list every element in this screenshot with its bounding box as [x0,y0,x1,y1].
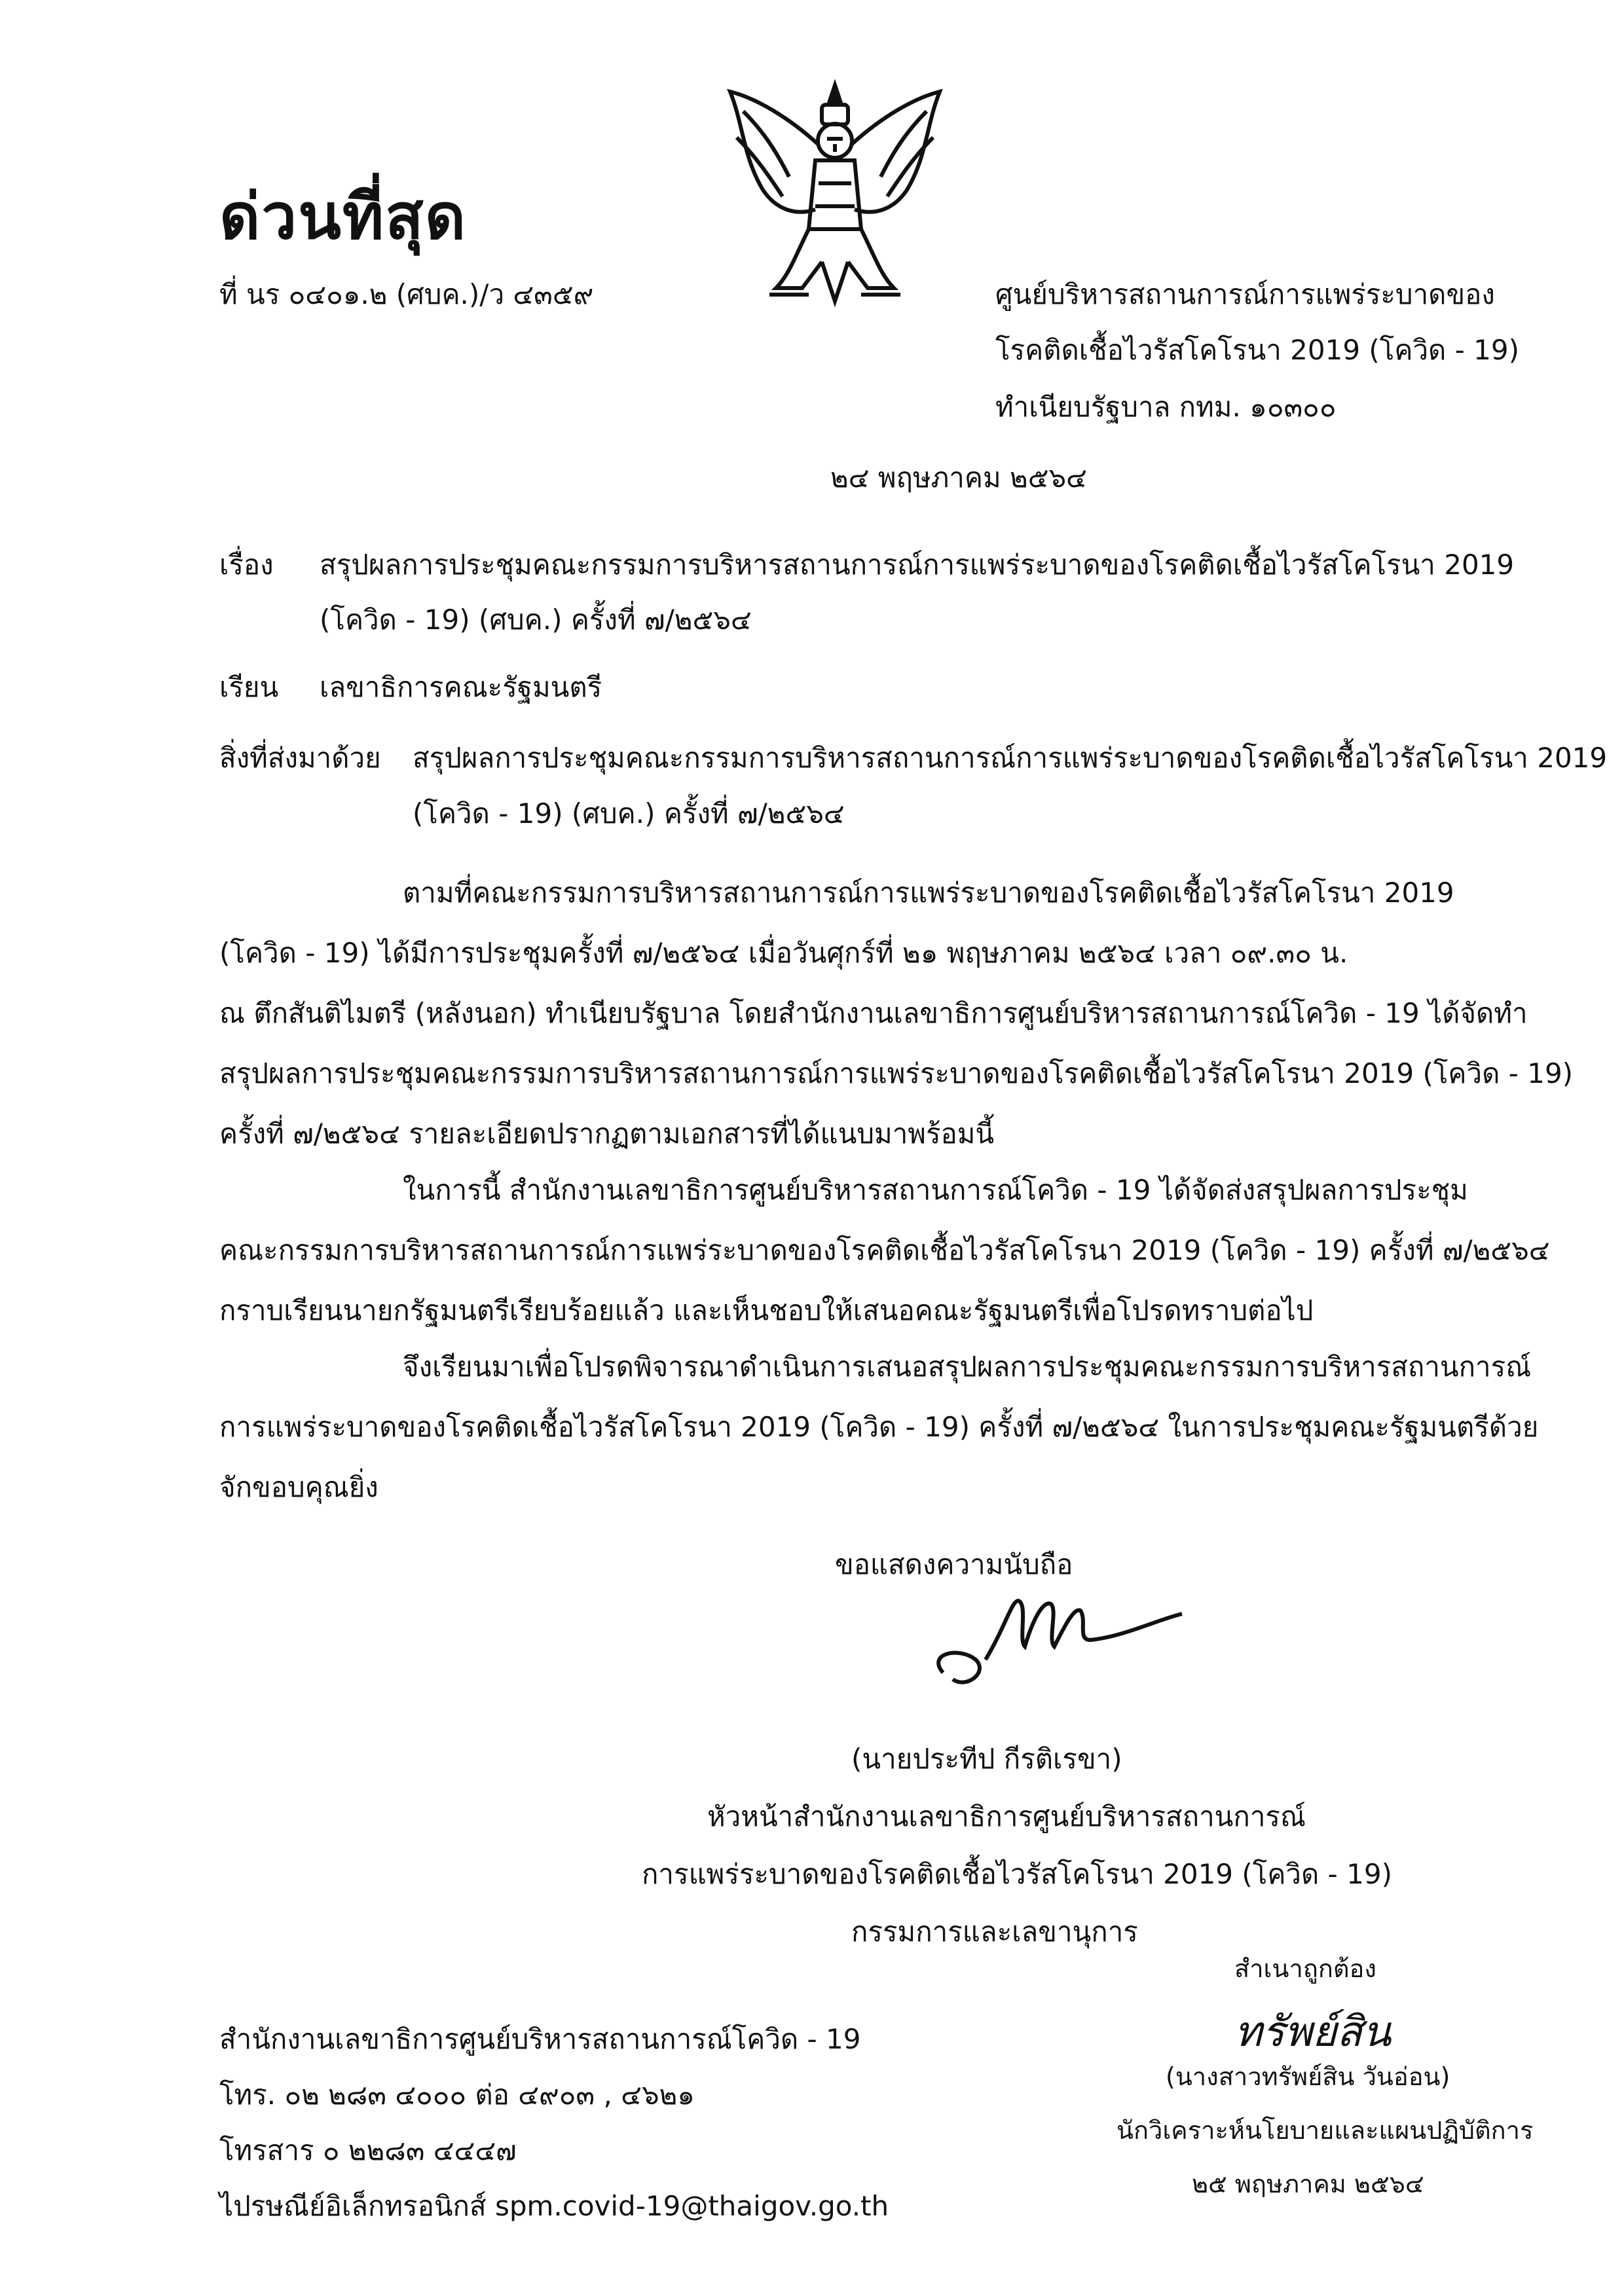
body-paragraph-1 [219,863,1573,1164]
sender-address-line1: ศูนย์บริหารสถานการณ์การแพร่ระบาดของ [995,278,1495,310]
footer-fax: โทรสาร ๐ ๒๒๘๓ ๔๔๔๗ [219,2134,517,2166]
signer-title-line2: การแพร่ระบาดของโรคติดเชื้อไวรัสโคโรนา 2019 (โควิด - 19) [642,1858,1392,1890]
addressee-value: เลขาธิการคณะรัฐมนตรี [320,671,602,703]
handwritten-signature-icon [1228,1997,1424,2069]
subject-line2: (โควิด - 19) (ศบค.) ครั้งที่ ๗/๒๕๖๔ [320,604,752,636]
signer-title-line1: หัวหน้าสำนักงานเลขาธิการศูนย์บริหารสถานการณ์ [707,1800,1306,1832]
signer-title-line3: กรรมการและเลขานุการ [851,1916,1138,1948]
body-paragraph-1-line: ครั้งที่ ๗/๒๕๖๔ รายละเอียดปรากฏตามเอกสารที่ได้แนบมาพร้อมนี้ [219,1118,995,1150]
sender-address-line2: โรคติดเชื้อไวรัสโคโรนา 2019 (โควิด - 19) [995,334,1519,366]
subject-label: เรื่อง [219,549,274,581]
signature-icon [913,1575,1189,1705]
handwritten-signature-text: ทรัพย์สิน [1234,2008,1392,2056]
body-paragraph-3-line: จึงเรียนมาเพื่อโปรดพิจารณาดำเนินการเสนอสรุปผลการประชุมคณะกรรมการบริหารสถานการณ์ [403,1351,1532,1383]
reference-number: ที่ นร ๐๔๐๑.๒ (ศบค.)/ว ๔๓๕๙ [219,278,594,310]
body-paragraph-3-line: การแพร่ระบาดของโรคติดเชื้อไวรัสโคโรนา 2019 (โควิด - 19) ครั้งที่ ๗/๒๕๖๔ ในการประชุมคณะรัฐมนตรีด้วย [219,1411,1539,1443]
enclosure-label: สิ่งที่ส่งมาด้วย [219,742,381,774]
body-paragraph-1-line: ตามที่คณะกรรมการบริหารสถานการณ์การแพร่ระบาดของโรคติดเชื้อไวรัสโคโรนา 2019 [403,877,1454,909]
body-paragraph-2 [219,1160,1550,1341]
subject-line1: สรุปผลการประชุมคณะกรรมการบริหารสถานการณ์การแพร่ระบาดของโรคติดเชื้อไวรัสโคโรนา 2019 [320,549,1515,581]
enclosure-line1: สรุปผลการประชุมคณะกรรมการบริหารสถานการณ์การแพร่ระบาดของโรคติดเชื้อไวรัสโคโรนา 2019 [413,742,1608,774]
body-paragraph-3-line: จักขอบคุณยิ่ง [219,1471,378,1503]
body-paragraph-1-line: ณ ตึกสันติไมตรี (หลังนอก) ทำเนียบรัฐบาล โดยสำนักงานเลขาธิการศูนย์บริหารสถานการณ์โควิด - 19 ได้จัดทำ [219,997,1528,1029]
document-date: ๒๔ พฤษภาคม ๒๕๖๔ [830,462,1087,494]
certified-copy-date: ๒๕ พฤษภาคม ๒๕๖๔ [1192,2170,1424,2198]
body-paragraph-1-line: สรุปผลการประชุมคณะกรรมการบริหารสถานการณ์การแพร่ระบาดของโรคติดเชื้อไวรัสโคโรนา 2019 (โควิด - 19) [219,1057,1574,1089]
signer-name: (นายประทีป กีรติเรขา) [851,1743,1122,1775]
certified-copy-position: นักวิเคราะห์นโยบายและแผนปฏิบัติการ [1116,2116,1534,2145]
footer-phone: โทร. ๐๒ ๒๘๓ ๔๐๐๐ ต่อ ๔๙๐๓ , ๔๖๒๑ [219,2079,695,2111]
body-paragraph-2-line: คณะกรรมการบริหารสถานการณ์การแพร่ระบาดของโรคติดเชื้อไวรัสโคโรนา 2019 (โควิด - 19) ครั้งที่ ๗/๒๕๖๔ [219,1234,1550,1266]
closing-salutation: ขอแสดงความนับถือ [835,1548,1073,1580]
body-paragraph-2-line: ในการนี้ สำนักงานเลขาธิการศูนย์บริหารสถานการณ์โควิด - 19 ได้จัดส่งสรุปผลการประชุม [403,1174,1468,1206]
enclosure-line2: (โควิด - 19) (ศบค.) ครั้งที่ ๗/๒๕๖๔ [413,797,845,829]
footer-email: ไปรษณีย์อิเล็กทรอนิกส์ spm.covid-19@thaigov.go.th [219,2190,889,2222]
footer-office: สำนักงานเลขาธิการศูนย์บริหารสถานการณ์โควิด - 19 [219,2023,861,2055]
body-paragraph-3 [219,1337,1538,1518]
body-paragraph-2-line: กราบเรียนนายกรัฐมนตรีเรียบร้อยแล้ว และเห็นชอบให้เสนอคณะรัฐมนตรีเพื่อโปรดทราบต่อไป [219,1294,1314,1326]
addressee-label: เรียน [219,671,279,703]
certified-copy-label: สำเนาถูกต้อง [1234,1954,1376,1983]
sender-address-line3: ทำเนียบรัฐบาล กทม. ๑๐๓๐๐ [995,391,1337,423]
urgency-label: ด่วนที่สุด [219,180,468,253]
garuda-emblem-icon [717,79,953,321]
certified-copy-name: (นางสาวทรัพย์สิน วันอ่อน) [1166,2062,1450,2091]
body-paragraph-1-line: (โควิด - 19) ได้มีการประชุมครั้งที่ ๗/๒๕๖๔ เมื่อวันศุกร์ที่ ๒๑ พฤษภาคม ๒๕๖๔ เวลา ๐๙.๓๐ น. [219,937,1348,969]
